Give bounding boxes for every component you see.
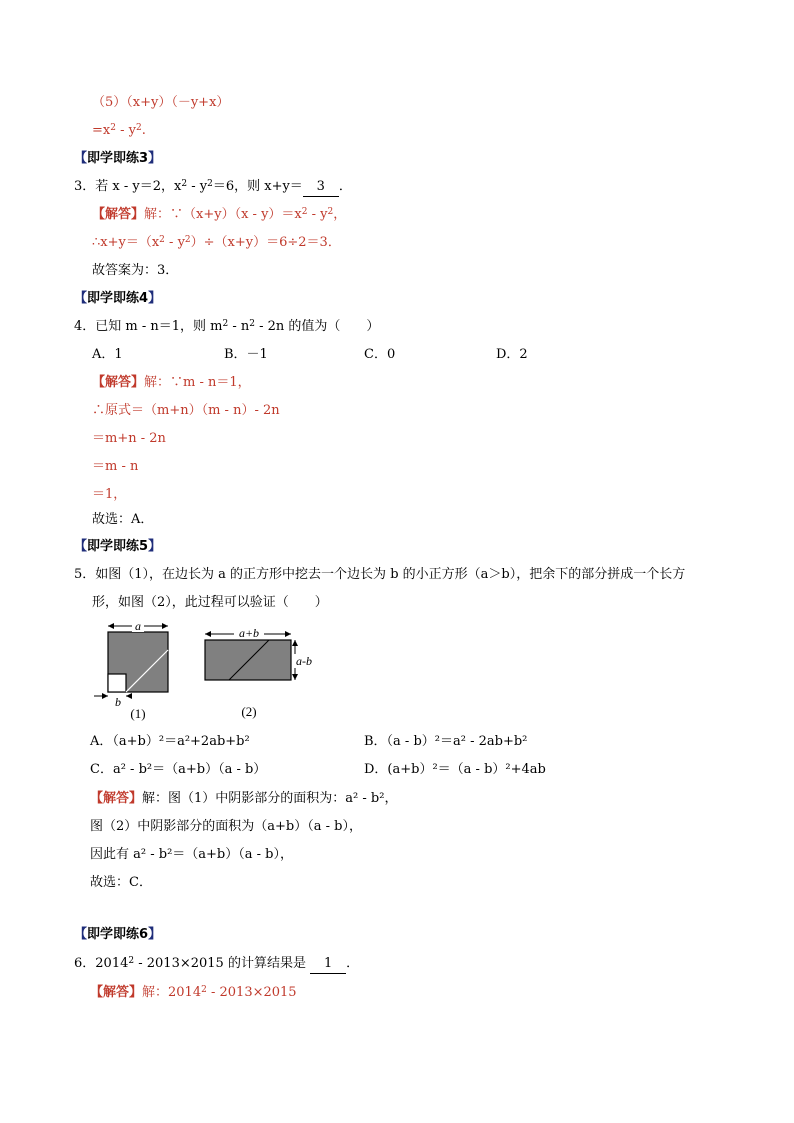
label-b: b <box>115 695 121 709</box>
section-heading: 【即学即练6】 <box>74 927 162 942</box>
option-c: C．0 <box>364 347 396 362</box>
label-a: a <box>135 619 141 633</box>
label-a-minus-b: a-b <box>296 654 312 668</box>
figure-squares <box>88 616 328 726</box>
answer-5-line: 【解答】解：图（1）中阴影部分的面积为：a² - b²， <box>90 791 398 806</box>
step-line: （5）（x+y）（－y+x） <box>92 95 230 110</box>
section-heading: 【即学即练5】 <box>74 539 162 554</box>
section-heading: 【即学即练3】 <box>74 151 162 166</box>
rectangle <box>205 640 291 680</box>
answer-3-line: 故答案为：3． <box>92 263 179 278</box>
small-square <box>108 674 126 692</box>
answer-blank: 3 <box>303 178 339 197</box>
answer-4-line: ＝1， <box>92 487 127 502</box>
answer-4-line: 【解答】解：∵m - n＝1， <box>92 375 251 390</box>
section-heading: 【即学即练4】 <box>74 291 162 306</box>
label-a-plus-b: a+b <box>238 626 260 640</box>
answer-3-line: $\therefore x+y=(x^2 - y^2)\div(x+y)=6\div 2=3$． <box>92 235 341 250</box>
step-line: $=x^2 - y^2$. <box>92 123 146 138</box>
option-a: A．（a+b）²＝a²+2ab+b² <box>90 734 250 749</box>
option-b: B．－1 <box>224 347 268 362</box>
question-5: 形，如图（2），此过程可以验证（ ） <box>92 595 328 610</box>
option-d: D．2 <box>496 347 528 362</box>
question-5: 5．如图（1），在边长为 a 的正方形中挖去一个边长为 b 的小正方形（a＞b），把余下的部分拼成一个长方 <box>74 567 686 582</box>
answer-6-line: 【解答】解：2014$^2$ - 2013×2015 <box>90 985 297 1000</box>
question-4: 4．已知 m - n＝1，则 $m^2 - n^2 - 2n$ 的值为（ ） <box>74 319 380 334</box>
answer-4-line: ＝m+n - 2n <box>92 431 166 446</box>
answer-4-line: ∴原式＝（m+n）（m - n）- 2n <box>92 403 280 418</box>
answer-5-line: 因此有 a² - b²＝（a+b）（a - b）， <box>90 847 293 862</box>
answer-4-line: 故选：A． <box>92 512 154 527</box>
answer-3-line: 【解答】解：∵（x+y）（x - $y)=x^2 - y^2$， <box>92 207 347 222</box>
option-c: C．a² - b²＝（a+b）（a - b） <box>90 762 267 777</box>
option-d: D．(a+b）²＝（a - b）²+4ab <box>364 762 546 777</box>
answer-5-line: 图（2）中阴影部分的面积为（a+b）（a - b）， <box>90 819 362 834</box>
figure-2-caption: (2) <box>241 704 257 719</box>
option-b: B．（a - b）²＝a² - 2ab+b² <box>364 734 528 749</box>
answer-5-line: 故选：C． <box>90 875 152 890</box>
answer-4-line: ＝m - n <box>92 459 139 474</box>
figure-1-caption: (1) <box>130 706 146 721</box>
question-6: 6．2014$^2$ - 2013×2015 的计算结果是 1 ． <box>74 955 359 974</box>
answer-blank: 1 <box>310 955 346 974</box>
option-a: A．1 <box>92 347 123 362</box>
question-3: 3．若 x - y＝2，$x^2 - y^2=6$，则 x+y＝ 3 ． <box>74 178 352 197</box>
